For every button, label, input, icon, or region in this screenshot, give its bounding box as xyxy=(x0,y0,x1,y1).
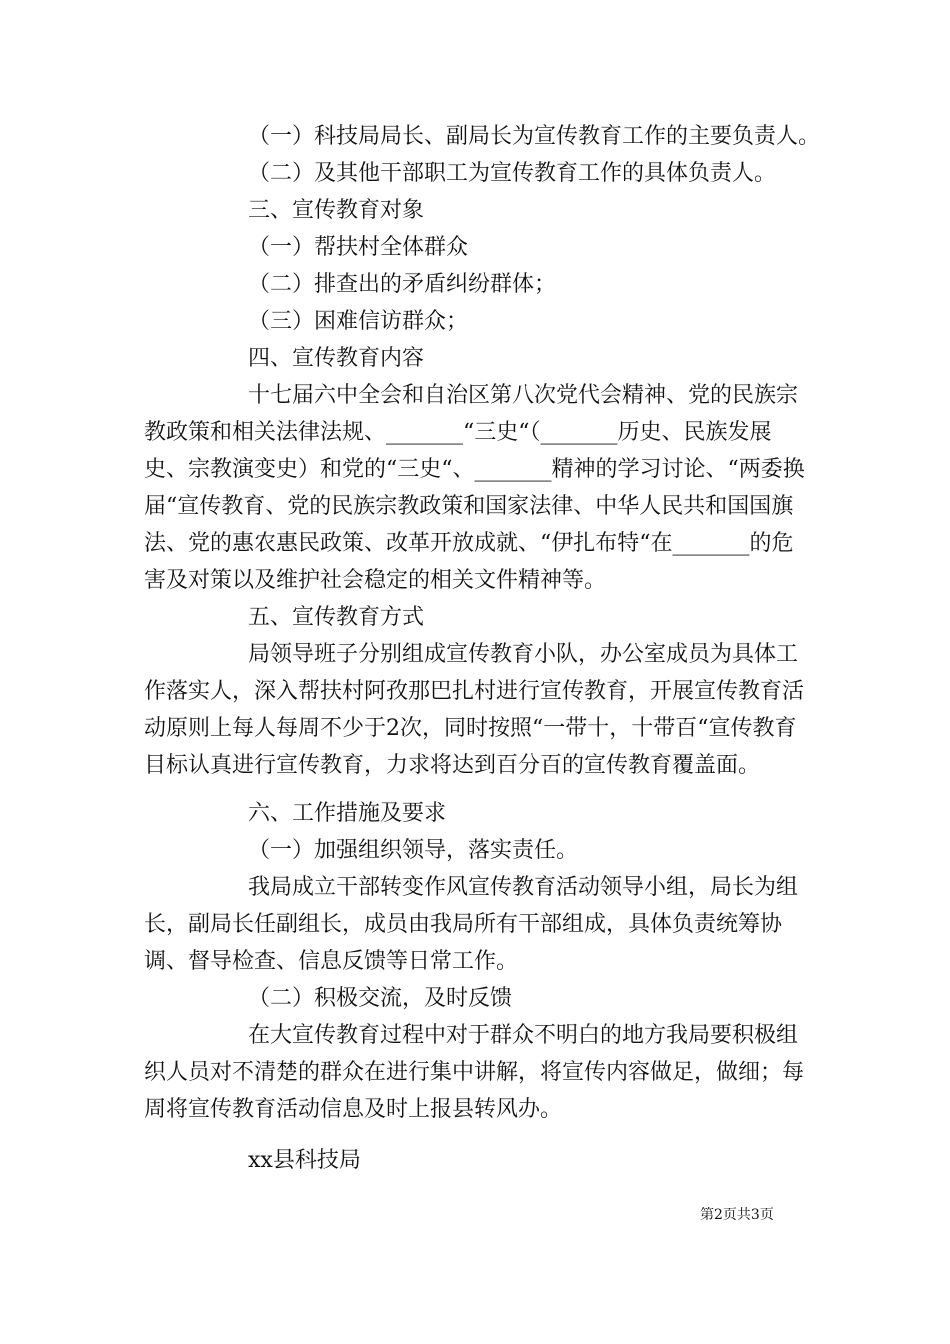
paragraph-responsible-specific: （二）及其他干部职工为宣传教育工作的具体负责人。 xyxy=(248,161,777,186)
paragraph-communication: （二）积极交流，及时反馈 xyxy=(248,986,513,1011)
paragraph-target-disputes: （二）排查出的矛盾纠纷群体； xyxy=(248,272,557,297)
paragraph-responsible-main: （一）科技局局长、副局长为宣传教育工作的主要负责人。 xyxy=(248,124,821,149)
paragraph-target-petitioners: （三）困难信访群众； xyxy=(248,309,469,334)
heading-education-methods: 五、宣传教育方式 xyxy=(248,605,425,630)
heading-education-content: 四、宣传教育内容 xyxy=(248,346,425,371)
document-body xyxy=(144,118,821,1179)
paragraph-leading-group: 我局成立干部转变作风宣传教育活动领导小组，局长为组长，副局长任副组长，成员由我局所有干部组成，具体负责统筹协调、督导检查、信息反馈等日常工作。 xyxy=(144,875,799,974)
heading-education-targets: 三、宣传教育对象 xyxy=(248,198,425,223)
signature-issuer: xx县科技局 xyxy=(248,1148,361,1173)
paragraph-education-methods: 局领导班子分别组成宣传教育小队，办公室成员为具体工作落实人，深入帮扶村阿孜那巴扎村进行宣传教育，开展宣传教育活动原则上每人每周不少于2次，同时按照“一带十，十带百“宣传教育目标认真进行宣传教育，力求将达到百分百的宣传教育覆盖面。 xyxy=(144,642,805,778)
paragraph-explanation: 在大宣传教育过程中对于群众不明白的地方我局要积极组织人员对不清楚的群众在进行集中讲解，将宣传内容做足，做细；每周将宣传教育活动信息及时上报县转风办。 xyxy=(144,1023,805,1122)
paragraph-education-content: 十七届六中全会和自治区第八次党代会精神、党的民族宗教政策和相关法律法规、_______“三史“（_______历史、民族发展史、宗教演变史）和党的“三史“、_______精神的学习讨论、“两委换届“宣传教育、党的民族宗教政策和国家法律、中华人民共和国国旗法、党的惠农惠民政策、改革开放成就、“伊扎布特“在_______的危害及对策以及维护社会稳定的相关文件精神等。 xyxy=(144,383,805,593)
heading-measures: 六、工作措施及要求 xyxy=(248,801,447,826)
page-number-footer: 第2页共3页 xyxy=(700,1207,774,1223)
paragraph-strengthen-leadership: （一）加强组织领导，落实责任。 xyxy=(248,838,579,863)
paragraph-target-village: （一）帮扶村全体群众 xyxy=(248,235,469,260)
